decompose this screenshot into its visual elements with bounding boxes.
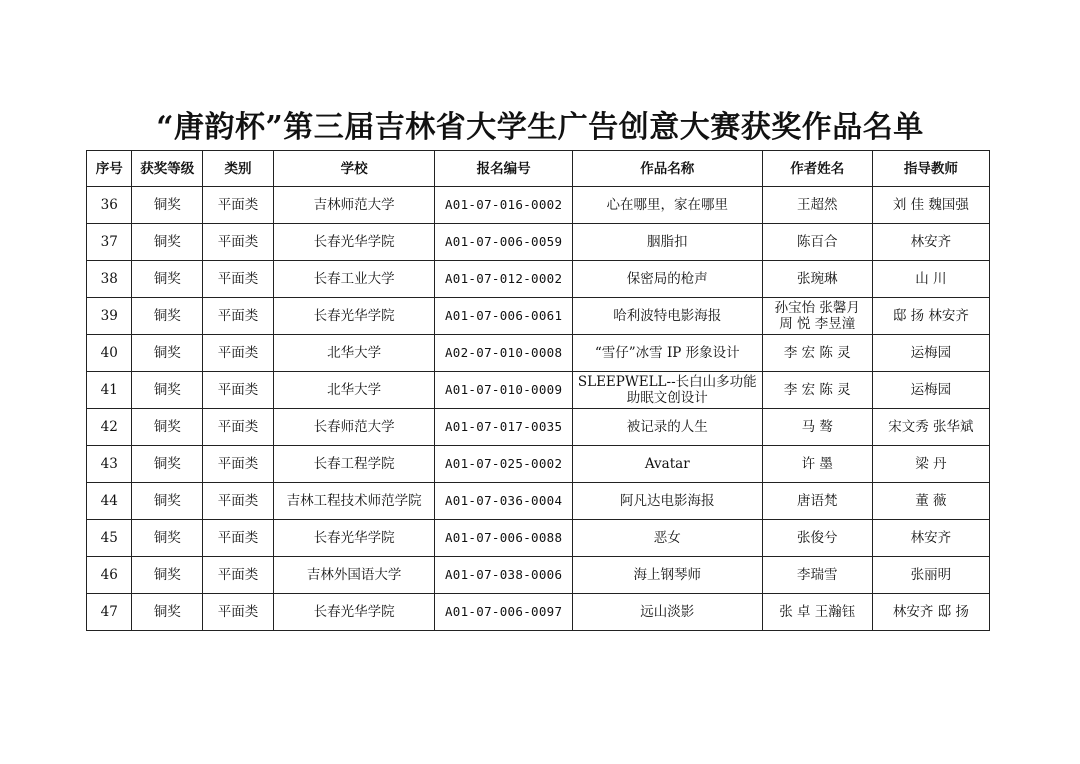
cell-no: 40 bbox=[87, 335, 132, 372]
cell-author: 唐语梵 bbox=[762, 483, 872, 520]
cell-no: 43 bbox=[87, 446, 132, 483]
header-work-title: 作品名称 bbox=[572, 151, 762, 187]
table-row bbox=[87, 187, 990, 224]
cell-work-title: 哈利波特电影海报 bbox=[572, 298, 762, 335]
table-header-row bbox=[87, 151, 990, 187]
cell-author: 张俊兮 bbox=[762, 520, 872, 557]
cell-category: 平面类 bbox=[203, 224, 274, 261]
cell-teacher: 林安齐 邸 扬 bbox=[872, 594, 989, 631]
cell-category: 平面类 bbox=[203, 372, 274, 409]
cell-no: 47 bbox=[87, 594, 132, 631]
cell-author: 孙宝怡 张馨月 周 悦 李昱潼 bbox=[762, 298, 872, 335]
cell-category: 平面类 bbox=[203, 446, 274, 483]
cell-registration-code: A01-07-016-0002 bbox=[435, 187, 572, 224]
cell-work-title: “雪仔”冰雪 IP 形象设计 bbox=[572, 335, 762, 372]
header-category: 类别 bbox=[203, 151, 274, 187]
cell-registration-code: A01-07-012-0002 bbox=[435, 261, 572, 298]
cell-teacher: 林安齐 bbox=[872, 520, 989, 557]
cell-registration-code: A01-07-025-0002 bbox=[435, 446, 572, 483]
cell-category: 平面类 bbox=[203, 298, 274, 335]
document-title: “唐韵杯”第三届吉林省大学生广告创意大赛获奖作品名单 bbox=[156, 110, 924, 145]
table-row bbox=[87, 520, 990, 557]
table-row bbox=[87, 557, 990, 594]
cell-work-title: 心在哪里，家在哪里 bbox=[572, 187, 762, 224]
cell-school: 长春光华学院 bbox=[273, 224, 435, 261]
header-no: 序号 bbox=[87, 151, 132, 187]
table-row bbox=[87, 594, 990, 631]
header-school: 学校 bbox=[273, 151, 435, 187]
header-teacher: 指导教师 bbox=[872, 151, 989, 187]
cell-author: 王超然 bbox=[762, 187, 872, 224]
table-body bbox=[87, 187, 990, 631]
cell-work-title: 海上钢琴师 bbox=[572, 557, 762, 594]
cell-work-title: 保密局的枪声 bbox=[572, 261, 762, 298]
cell-teacher: 张丽明 bbox=[872, 557, 989, 594]
cell-no: 39 bbox=[87, 298, 132, 335]
cell-school: 吉林外国语大学 bbox=[273, 557, 435, 594]
cell-registration-code: A01-07-010-0009 bbox=[435, 372, 572, 409]
cell-registration-code: A01-07-006-0088 bbox=[435, 520, 572, 557]
cell-category: 平面类 bbox=[203, 483, 274, 520]
cell-no: 44 bbox=[87, 483, 132, 520]
cell-school: 北华大学 bbox=[273, 372, 435, 409]
cell-registration-code: A01-07-006-0097 bbox=[435, 594, 572, 631]
cell-teacher: 山 川 bbox=[872, 261, 989, 298]
cell-award-level: 铜奖 bbox=[132, 261, 203, 298]
header-author: 作者姓名 bbox=[762, 151, 872, 187]
cell-award-level: 铜奖 bbox=[132, 594, 203, 631]
cell-award-level: 铜奖 bbox=[132, 520, 203, 557]
cell-registration-code: A01-07-006-0059 bbox=[435, 224, 572, 261]
cell-no: 45 bbox=[87, 520, 132, 557]
cell-work-title: 胭脂扣 bbox=[572, 224, 762, 261]
cell-award-level: 铜奖 bbox=[132, 446, 203, 483]
cell-school: 北华大学 bbox=[273, 335, 435, 372]
cell-registration-code: A01-07-036-0004 bbox=[435, 483, 572, 520]
cell-teacher: 运梅园 bbox=[872, 335, 989, 372]
cell-school: 吉林工程技术师范学院 bbox=[273, 483, 435, 520]
cell-no: 37 bbox=[87, 224, 132, 261]
cell-teacher: 邸 扬 林安齐 bbox=[872, 298, 989, 335]
cell-award-level: 铜奖 bbox=[132, 372, 203, 409]
cell-category: 平面类 bbox=[203, 594, 274, 631]
cell-registration-code: A02-07-010-0008 bbox=[435, 335, 572, 372]
cell-teacher: 董 薇 bbox=[872, 483, 989, 520]
table-row bbox=[87, 298, 990, 335]
cell-work-title: 被记录的人生 bbox=[572, 409, 762, 446]
cell-school: 吉林师范大学 bbox=[273, 187, 435, 224]
cell-work-title: 恶女 bbox=[572, 520, 762, 557]
header-registration-code: 报名编号 bbox=[435, 151, 572, 187]
cell-no: 46 bbox=[87, 557, 132, 594]
table-row bbox=[87, 261, 990, 298]
cell-teacher: 运梅园 bbox=[872, 372, 989, 409]
cell-school: 长春师范大学 bbox=[273, 409, 435, 446]
awards-table bbox=[86, 150, 990, 631]
table-row bbox=[87, 483, 990, 520]
cell-category: 平面类 bbox=[203, 187, 274, 224]
cell-award-level: 铜奖 bbox=[132, 409, 203, 446]
cell-school: 长春工业大学 bbox=[273, 261, 435, 298]
cell-teacher: 宋文秀 张华斌 bbox=[872, 409, 989, 446]
cell-school: 长春光华学院 bbox=[273, 520, 435, 557]
cell-teacher: 林安齐 bbox=[872, 224, 989, 261]
cell-teacher: 刘 佳 魏国强 bbox=[872, 187, 989, 224]
table-row bbox=[87, 446, 990, 483]
table-row bbox=[87, 409, 990, 446]
cell-category: 平面类 bbox=[203, 335, 274, 372]
header-award-level: 获奖等级 bbox=[132, 151, 203, 187]
cell-award-level: 铜奖 bbox=[132, 298, 203, 335]
cell-author: 许 墨 bbox=[762, 446, 872, 483]
cell-author: 张 卓 王瀚钰 bbox=[762, 594, 872, 631]
cell-category: 平面类 bbox=[203, 557, 274, 594]
cell-author: 李瑞雪 bbox=[762, 557, 872, 594]
table-row bbox=[87, 224, 990, 261]
cell-author: 李 宏 陈 灵 bbox=[762, 372, 872, 409]
cell-category: 平面类 bbox=[203, 409, 274, 446]
cell-teacher: 梁 丹 bbox=[872, 446, 989, 483]
cell-category: 平面类 bbox=[203, 261, 274, 298]
cell-author: 李 宏 陈 灵 bbox=[762, 335, 872, 372]
cell-registration-code: A01-07-006-0061 bbox=[435, 298, 572, 335]
cell-no: 38 bbox=[87, 261, 132, 298]
cell-award-level: 铜奖 bbox=[132, 187, 203, 224]
cell-school: 长春光华学院 bbox=[273, 298, 435, 335]
cell-work-title: SLEEPWELL--长白山多功能助眠文创设计 bbox=[572, 372, 762, 409]
cell-award-level: 铜奖 bbox=[132, 224, 203, 261]
cell-work-title: 远山淡影 bbox=[572, 594, 762, 631]
cell-author: 马 骜 bbox=[762, 409, 872, 446]
cell-award-level: 铜奖 bbox=[132, 557, 203, 594]
table-row bbox=[87, 372, 990, 409]
cell-work-title: Avatar bbox=[572, 446, 762, 483]
cell-work-title: 阿凡达电影海报 bbox=[572, 483, 762, 520]
cell-registration-code: A01-07-038-0006 bbox=[435, 557, 572, 594]
cell-no: 41 bbox=[87, 372, 132, 409]
table-row bbox=[87, 335, 990, 372]
cell-author: 陈百合 bbox=[762, 224, 872, 261]
cell-award-level: 铜奖 bbox=[132, 483, 203, 520]
cell-author: 张琬琳 bbox=[762, 261, 872, 298]
cell-no: 36 bbox=[87, 187, 132, 224]
cell-award-level: 铜奖 bbox=[132, 335, 203, 372]
cell-no: 42 bbox=[87, 409, 132, 446]
cell-school: 长春工程学院 bbox=[273, 446, 435, 483]
cell-registration-code: A01-07-017-0035 bbox=[435, 409, 572, 446]
cell-category: 平面类 bbox=[203, 520, 274, 557]
cell-school: 长春光华学院 bbox=[273, 594, 435, 631]
